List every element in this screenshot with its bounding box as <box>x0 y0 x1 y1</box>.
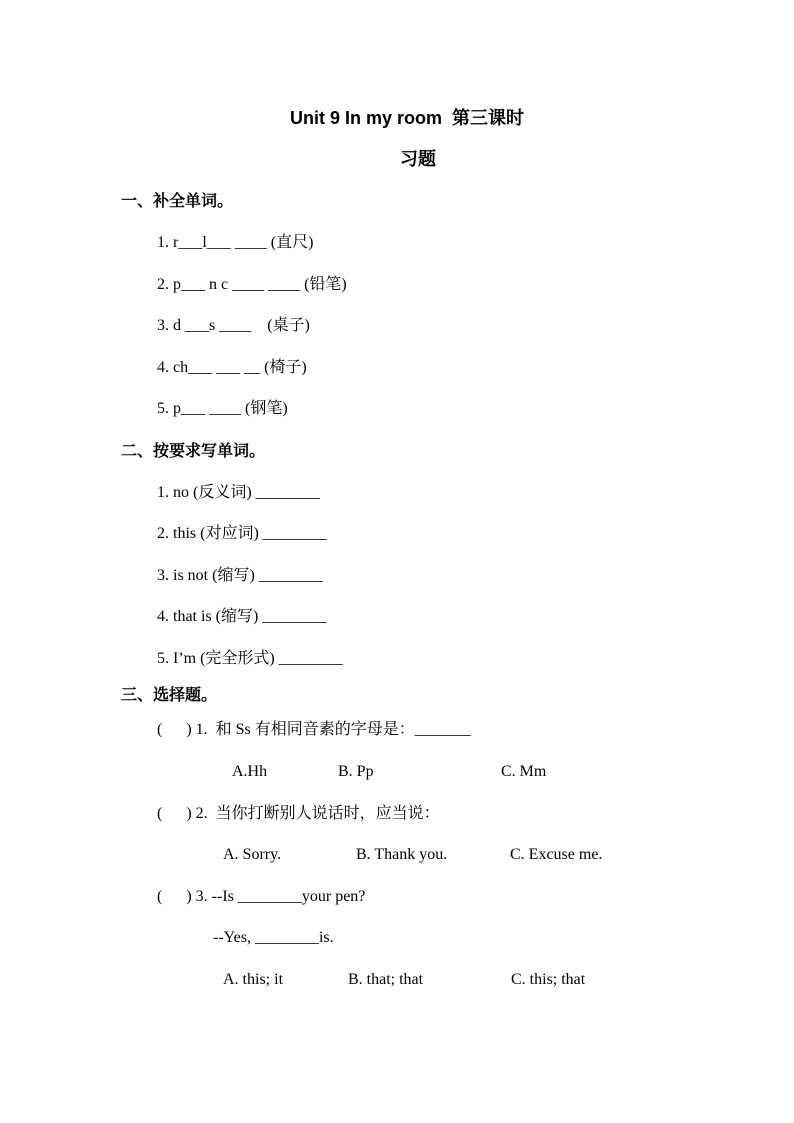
section-2-item-1: 1. no (反义词) ________ <box>157 484 320 501</box>
question-3-option-c: C. this; that <box>511 971 586 988</box>
question-1-stem: ( ) 1. 和 Ss 有相同音素的字母是：_______ <box>157 721 471 738</box>
section-2-item-5: 5. I’m (完全形式) ________ <box>157 650 343 667</box>
section-1-heading: 一、补全单词。 <box>121 191 234 210</box>
section-1-item-4: 4. ch___ ___ __ (椅子) <box>157 359 307 376</box>
section-1-item-3: 3. d ___s ____ (桌子) <box>157 317 310 334</box>
section-2-item-2: 2. this (对应词) ________ <box>157 525 327 542</box>
question-3-option-b: B. that; that <box>348 971 424 988</box>
section-3-heading: 三、选择题。 <box>121 685 218 704</box>
question-3-stem: ( ) 3. --Is ________your pen? <box>157 888 366 905</box>
question-3-answer-line: --Yes, ________is. <box>213 929 334 946</box>
document-title: Unit 9 In my room 第三课时 <box>290 108 525 128</box>
section-2-item-4: 4. that is (缩写) ________ <box>157 608 327 625</box>
question-3-option-a: A. this; it <box>223 971 284 988</box>
question-2-option-c: C. Excuse me. <box>510 846 603 863</box>
section-2-heading: 二、按要求写单词。 <box>121 441 266 460</box>
document-subtitle: 习题 <box>400 149 436 169</box>
question-2-option-b: B. Thank you. <box>356 846 448 863</box>
section-1-item-2: 2. p___ n c ____ ____ (铅笔) <box>157 276 347 293</box>
section-2-item-3: 3. is not (缩写) ________ <box>157 567 323 584</box>
question-1-option-a: A.Hh <box>232 763 268 780</box>
question-1-option-b: B. Pp <box>338 763 374 780</box>
question-2-option-a: A. Sorry. <box>223 846 282 863</box>
question-1-option-c: C. Mm <box>501 763 547 780</box>
question-2-stem: ( ) 2. 当你打断别人说话时，应当说： <box>157 805 440 822</box>
section-1-item-1: 1. r___l___ ____ (直尺) <box>157 234 314 251</box>
section-1-item-5: 5. p___ ____ (钢笔) <box>157 400 288 417</box>
